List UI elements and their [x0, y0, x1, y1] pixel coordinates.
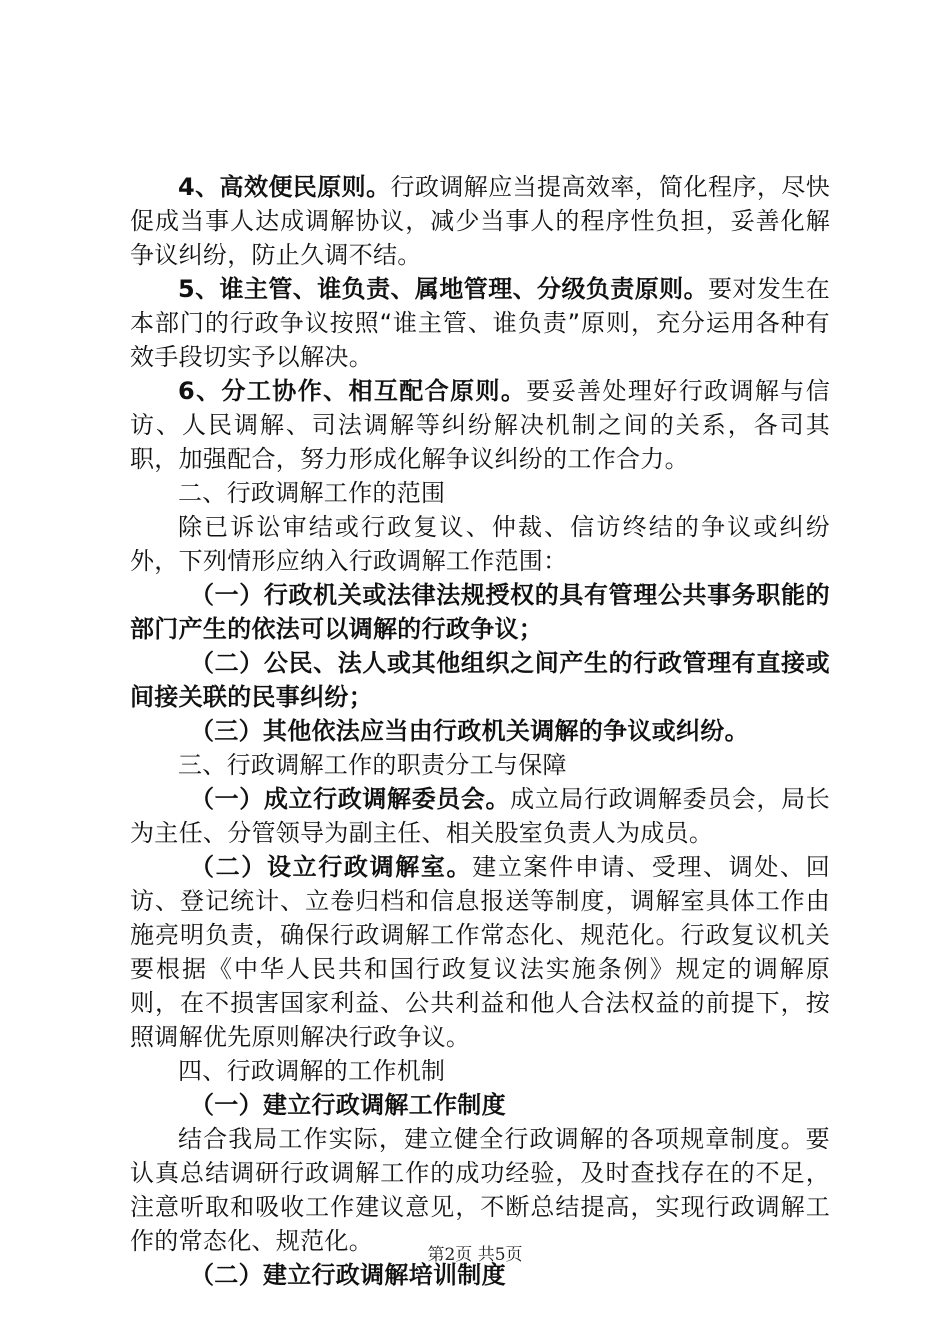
paragraph-principle-5: [130, 272, 830, 374]
paragraph-principle-4: [130, 170, 830, 272]
scope-item-1-text: （一）行政机关或法律法规授权的具有管理公共事务职能的部门产生的依法可以调解的行政争议；: [130, 581, 830, 643]
scope-item-3-text: （三）其他依法应当由行政机关调解的争议或纠纷。: [190, 717, 749, 745]
principle-4-heading: 4、高效便民原则。: [178, 173, 391, 201]
section-heading-3: [130, 748, 830, 782]
paragraph-scope-item-1: [130, 578, 830, 646]
paragraph-principle-6: [130, 374, 830, 476]
page-footer: [0, 1240, 950, 1265]
duty-1-text: 成立局行政调解委员会，局长为主任、分管领导为副主任、相关股室负责人为成员。: [130, 785, 831, 847]
principle-5-text: 要对发生在本部门的行政争议按照“谁主管、谁负责”原则，充分运用各种有效手段切实予以解决。: [130, 275, 830, 371]
paragraph-duty-2: [130, 850, 830, 1054]
paragraph-scope-item-2: [130, 646, 830, 714]
section-4-title: 四、行政调解的工作机制: [178, 1057, 446, 1085]
document-body: [130, 170, 830, 1292]
section-heading-4: [130, 1054, 830, 1088]
subheading-mechanism-1: [130, 1088, 830, 1122]
paragraph-duty-1: [130, 782, 830, 850]
paragraph-mechanism-1-body: [130, 1122, 830, 1258]
principle-6-text: 要妥善处理好行政调解与信访、人民调解、司法调解等纠纷解决机制之间的关系，各司其职，加强配合，努力形成化解争议纠纷的工作合力。: [130, 377, 830, 473]
paragraph-scope-intro: [130, 510, 830, 578]
mechanism-2-title: （二）建立行政调解培训制度: [190, 1261, 506, 1289]
section-3-title: 三、行政调解工作的职责分工与保障: [178, 751, 567, 779]
section-2-title: 二、行政调解工作的范围: [178, 479, 446, 507]
principle-6-heading: 6、分工协作、相互配合原则。: [178, 377, 527, 405]
duty-2-text: 建立案件申请、受理、调处、回访、登记统计、立卷归档和信息报送等制度，调解室具体工作由施亮明负责，确保行政调解工作常态化、规范化。行政复议机关要根据《中华人民共和国行政复议法实施条例》规定的调解原则，在不损害国家利益、公共利益和他人合法权益的前提下，按照调解优先原则解决行政争议。: [130, 853, 830, 1051]
page-number-label: 第2页 共5页: [427, 1245, 523, 1265]
mechanism-1-title: （一）建立行政调解工作制度: [190, 1091, 506, 1119]
duty-2-heading: （二）设立行政调解室。: [190, 853, 473, 881]
principle-4-text: 行政调解应当提高效率，简化程序，尽快促成当事人达成调解协议，减少当事人的程序性负担，妥善化解争议纠纷，防止久调不结。: [130, 173, 830, 269]
principle-5-heading: 5、谁主管、谁负责、属地管理、分级负责原则。: [178, 275, 708, 303]
mechanism-1-text: 结合我局工作实际，建立健全行政调解的各项规章制度。要认真总结调研行政调解工作的成功经验，及时查找存在的不足，注意听取和吸收工作建议意见，不断总结提高，实现行政调解工作的常态化、规范化。: [130, 1125, 830, 1255]
section-heading-2: [130, 476, 830, 510]
scope-intro-text: 除已诉讼审结或行政复议、仲裁、信访终结的争议或纠纷外，下列情形应纳入行政调解工作范围：: [130, 513, 830, 575]
duty-1-heading: （一）成立行政调解委员会。: [190, 785, 511, 813]
paragraph-scope-item-3: [130, 714, 830, 748]
scope-item-2-text: （二）公民、法人或其他组织之间产生的行政管理有直接或间接关联的民事纠纷；: [130, 649, 830, 711]
